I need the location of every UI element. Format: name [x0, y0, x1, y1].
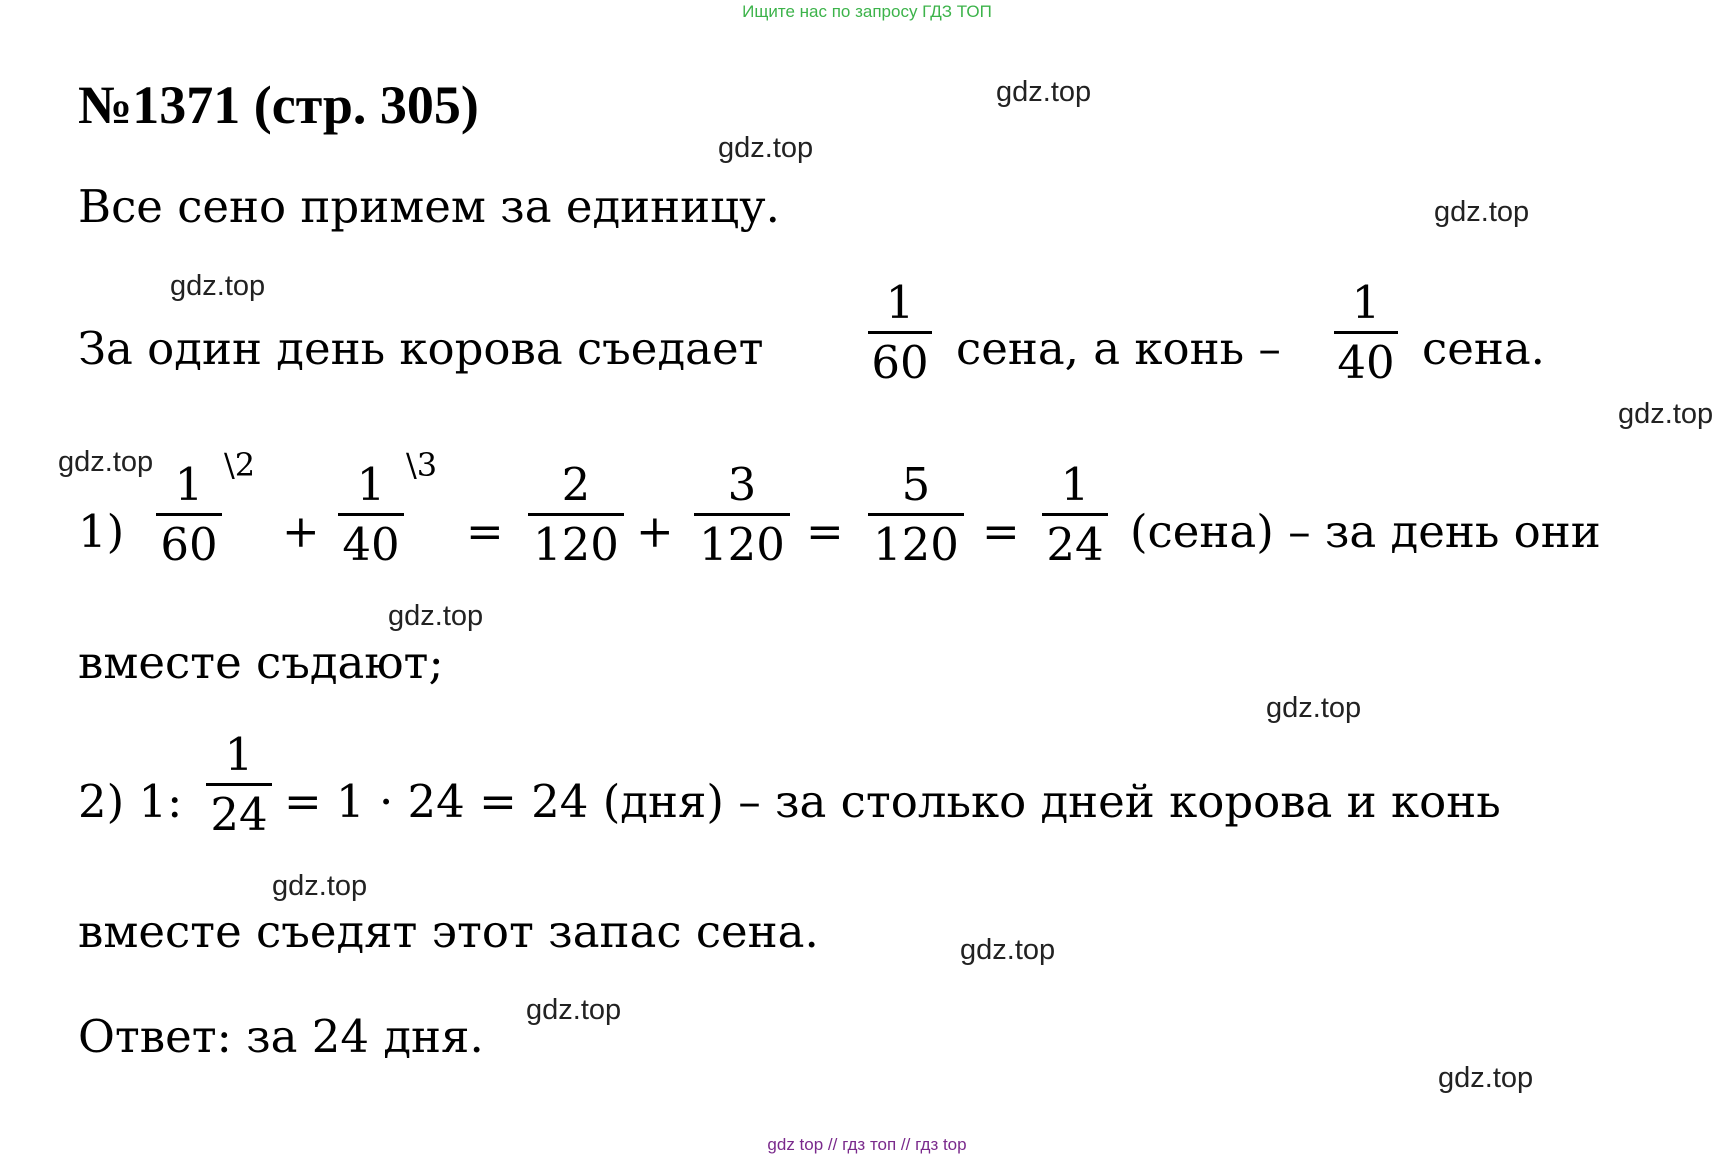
- plus-sign: +: [282, 505, 320, 558]
- denominator: 24: [210, 788, 268, 841]
- numerator: 5: [901, 458, 931, 511]
- watermark: gdz.top: [1618, 398, 1714, 430]
- fraction-horse-den: 40: [1337, 336, 1395, 389]
- step2-fraction: [206, 728, 272, 841]
- footer-text: gdz top // гдз топ // гдз top: [767, 1135, 967, 1154]
- step1-fraction-1: [156, 458, 222, 571]
- step1-fraction-4: [694, 458, 790, 571]
- watermark: gdz.top: [996, 76, 1092, 108]
- watermark: gdz.top: [1438, 1062, 1534, 1094]
- equals-sign: =: [982, 505, 1020, 558]
- line2-text-b: сена, а конь –: [956, 322, 1281, 375]
- line2-text-c: сена.: [1422, 322, 1545, 375]
- step1-fraction-3: [528, 458, 624, 571]
- numerator: 1: [174, 458, 204, 511]
- watermark: gdz.top: [58, 446, 154, 478]
- multiplier-2: \2: [224, 446, 256, 484]
- fraction-horse-num: 1: [1351, 276, 1381, 329]
- equals-sign: =: [806, 505, 844, 558]
- step1-tail: (сена) – за день они: [1130, 505, 1601, 558]
- denominator: 24: [1046, 518, 1104, 571]
- search-hint-banner: Ищите нас по запросу ГДЗ ТОП: [742, 2, 992, 21]
- fraction-horse: [1334, 276, 1398, 389]
- numerator: 1: [356, 458, 386, 511]
- plus-sign: +: [636, 505, 674, 558]
- step1-label: 1): [78, 505, 125, 558]
- fraction-cow-num: 1: [885, 276, 915, 329]
- intro-text: Все сено примем за единицу.: [78, 180, 780, 233]
- watermark: gdz.top: [1434, 196, 1530, 228]
- step2-line2: вместе съедят этот запас сена.: [78, 905, 819, 958]
- step2-tail: = 1 · 24 = 24 (дня) – за столько дней корова и конь: [284, 775, 1501, 828]
- numerator: 2: [561, 458, 591, 511]
- watermark: gdz.top: [718, 132, 814, 164]
- step1-fraction-6: [1042, 458, 1108, 571]
- step1-fraction-5: [868, 458, 964, 571]
- denominator: 60: [160, 518, 218, 571]
- numerator: 1: [224, 728, 254, 781]
- denominator: 40: [342, 518, 400, 571]
- fraction-cow: [868, 276, 932, 389]
- step1-line2: вместе съдают;: [78, 636, 444, 689]
- equals-sign: =: [466, 505, 504, 558]
- numerator: 3: [727, 458, 757, 511]
- watermark: gdz.top: [388, 600, 484, 632]
- watermark: gdz.top: [960, 934, 1056, 966]
- watermark: gdz.top: [170, 270, 266, 302]
- watermark: gdz.top: [1266, 692, 1362, 724]
- watermark: gdz.top: [272, 870, 368, 902]
- denominator: 120: [533, 518, 619, 571]
- step2-label: 2) 1:: [78, 775, 183, 828]
- numerator: 1: [1060, 458, 1090, 511]
- denominator: 120: [873, 518, 959, 571]
- watermark: gdz.top: [526, 994, 622, 1026]
- multiplier-3: \3: [406, 446, 438, 484]
- answer-text: Ответ: за 24 дня.: [78, 1010, 484, 1063]
- task-title: №1371 (стр. 305): [78, 75, 479, 135]
- line2-text-a: За один день корова съедает: [78, 322, 764, 375]
- denominator: 120: [699, 518, 785, 571]
- step1-fraction-2: [338, 458, 404, 571]
- fraction-cow-den: 60: [871, 336, 929, 389]
